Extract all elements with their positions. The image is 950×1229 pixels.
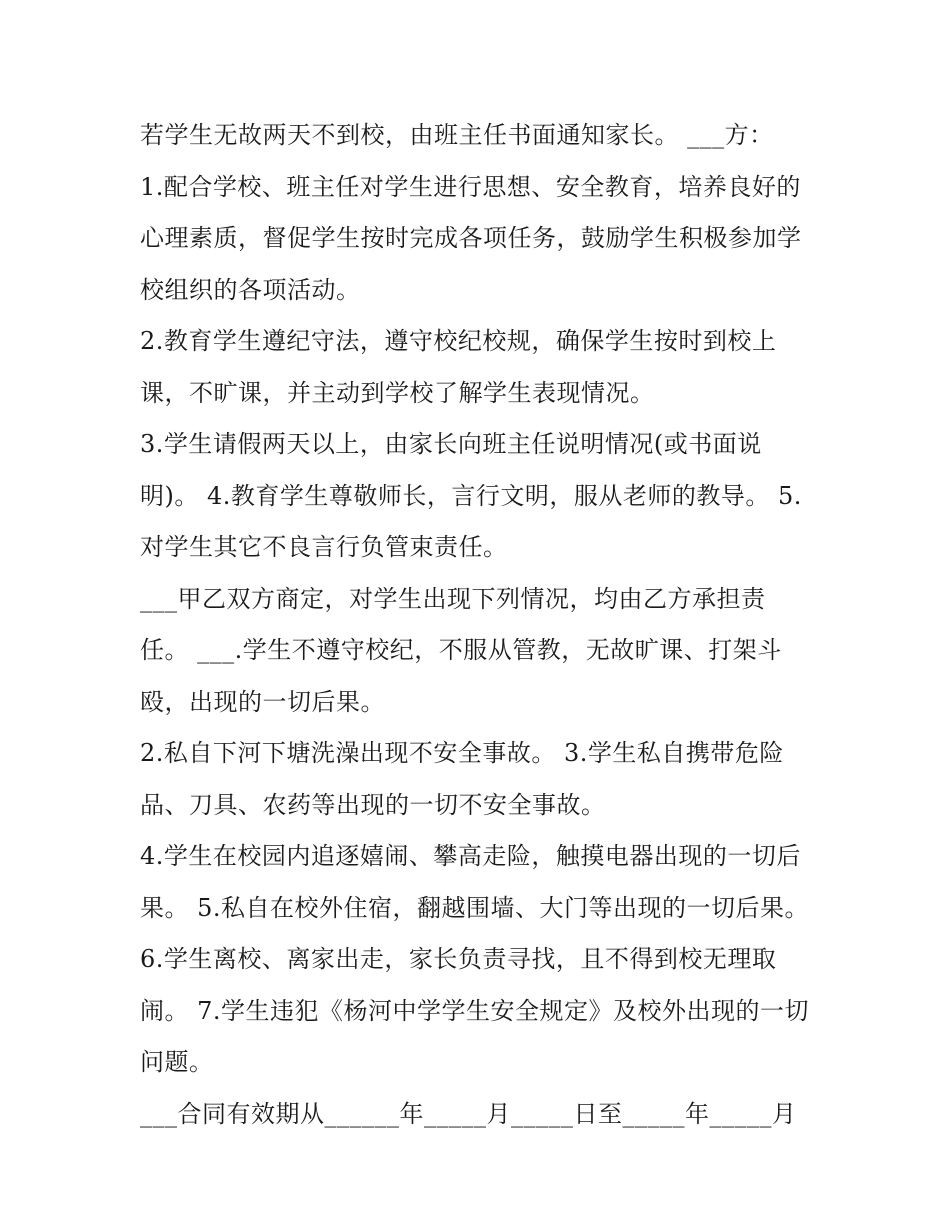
- text-line: 闹。 7.学生违犯《杨河中学学生安全规定》及校外出现的一切: [140, 996, 810, 1025]
- text-line: ___合同有效期从______年_____月_____日至_____年_____月: [140, 1099, 797, 1128]
- text-line: 4.学生在校园内追逐嬉闹、攀高走险，触摸电器出现的一切后: [140, 842, 801, 870]
- text-line: 殴，出现的一切后果。: [140, 687, 385, 716]
- text-line: 6.学生离校、离家出走，家长负责寻找，且不得到校无理取: [140, 945, 777, 973]
- text-line: 任。 ___.学生不遵守校纪，不服从管教，无故旷课、打架斗: [140, 636, 782, 664]
- text-line: 3.学生请假两天以上，由家长向班主任说明情况(或书面说: [140, 430, 762, 458]
- text-line: 2.私自下河下塘洗澡出现不安全事故。 3.学生私自携带危险: [140, 739, 784, 767]
- text-line: 对学生其它不良言行负管束责任。: [140, 533, 508, 561]
- text-line: 课，不旷课，并主动到学校了解学生表现情况。: [140, 378, 655, 407]
- text-line: 心理素质，督促学生按时完成各项任务，鼓励学生积极参加学: [140, 224, 802, 252]
- text-line: 校组织的各项活动。: [140, 275, 361, 304]
- document-body: [140, 110, 820, 1140]
- text-line: ___甲乙双方商定，对学生出现下列情况，均由乙方承担责: [140, 584, 766, 613]
- text-line: 1.配合学校、班主任对学生进行思想、安全教育，培养良好的: [140, 172, 801, 201]
- text-line: 果。 5.私自在校外住宿，翻越围墙、大门等出现的一切后果。: [140, 893, 810, 922]
- text-line: 问题。: [140, 1048, 214, 1076]
- text-line: 明)。 4.教育学生尊敬师长，言行文明，服从老师的教导。 5.: [140, 481, 802, 510]
- text-line: 品、刀具、农药等出现的一切不安全事故。: [140, 790, 606, 819]
- text-line: 2.教育学生遵纪守法，遵守校纪校规，确保学生按时到校上: [140, 327, 777, 355]
- text-line: 若学生无故两天不到校，由班主任书面通知家长。 ___方：: [140, 121, 774, 149]
